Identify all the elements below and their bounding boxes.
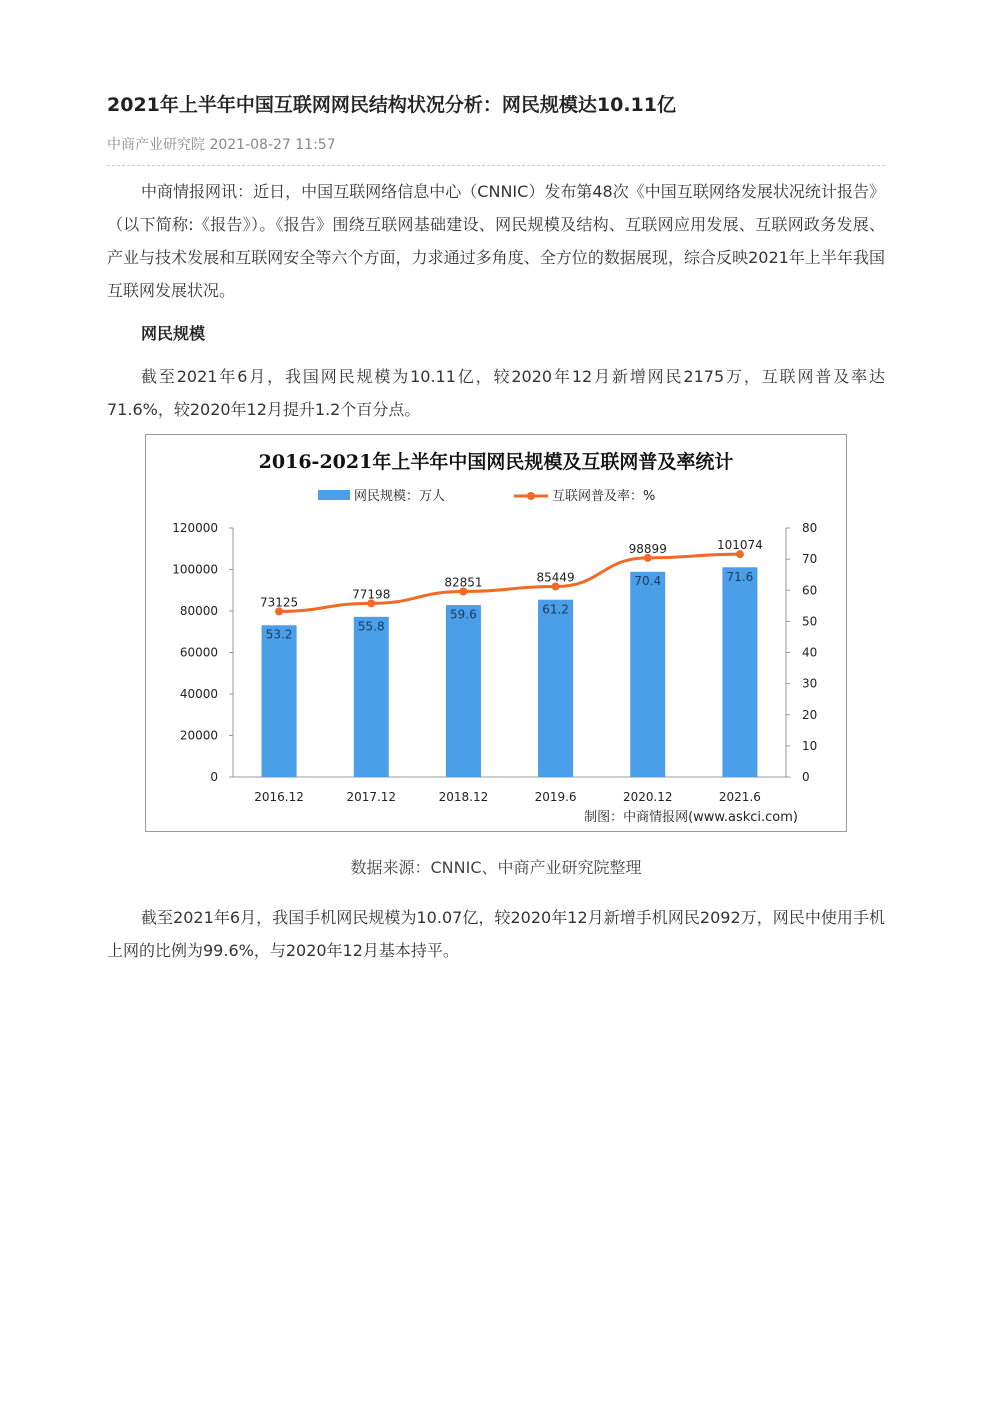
legend-line-label: 互联网普及率：% xyxy=(552,489,656,504)
mobile-paragraph: 截至2021年6月，我国手机网民规模为10.07亿，较2020年12月新增手机网民2092万，网民中使用手机上网的比例为99.6%，与2020年12月基本持平。 xyxy=(107,908,885,960)
article xyxy=(107,90,885,426)
article-datetime: 2021-08-27 11:57 xyxy=(209,137,336,153)
y-right-tick-label: 70 xyxy=(802,552,818,567)
y-left-tick-label: 20000 xyxy=(179,728,218,743)
article-source[interactable]: 中商产业研究院 xyxy=(107,137,205,153)
bar xyxy=(722,567,757,777)
x-tick-label: 2019.6 xyxy=(534,790,577,804)
x-tick-label: 2020.12 xyxy=(622,790,673,804)
y-left-tick-label: 0 xyxy=(210,770,218,784)
y-right-tick-label: 10 xyxy=(802,738,818,753)
rate-value-label: 59.6 xyxy=(450,607,477,622)
bar-value-label: 82851 xyxy=(444,575,483,590)
rate-value-label: 55.8 xyxy=(357,619,385,634)
figure-caption: 数据来源：CNNIC、中商产业研究院整理 xyxy=(350,858,642,877)
chart-credit: 制图：中商情报网(www.askci.com) xyxy=(584,810,798,825)
bar xyxy=(446,605,481,777)
article-meta xyxy=(107,135,885,155)
x-tick-label: 2016.12 xyxy=(254,790,304,804)
y-right-tick-label: 80 xyxy=(802,521,818,535)
bar-value-label: 101074 xyxy=(717,538,763,553)
intro-paragraph: 中商情报网讯：近日，中国互联网络信息中心（CNNIC）发布第48次《中国互联网络发展状况统计报告》（以下简称:《报告》）。《报告》围绕互联网基础建设、网民规模及结构、互联网应用发展、互联网政务发展、产业与技术发展和互联网安全等六个方面，力求通过多角度、全方位的数据展现，综合反映2021年上半年我国互联网发展状况。 xyxy=(107,182,885,300)
y-left-tick-label: 100000 xyxy=(172,562,218,577)
y-right-tick-label: 50 xyxy=(802,614,818,629)
x-tick-label: 2018.12 xyxy=(438,790,489,804)
y-left-tick-label: 40000 xyxy=(179,687,218,701)
chart-figure xyxy=(145,434,847,832)
bar xyxy=(538,600,573,777)
bar xyxy=(262,625,297,777)
bar-value-label: 85449 xyxy=(536,570,575,585)
bar-value-label: 73125 xyxy=(259,595,299,610)
x-tick-label: 2021.6 xyxy=(718,790,761,804)
section-title: 网民规模 xyxy=(141,324,206,343)
netizen-chart xyxy=(146,435,846,831)
y-right-tick-label: 40 xyxy=(802,645,818,660)
bar xyxy=(354,617,389,777)
x-tick-label: 2017.12 xyxy=(346,790,397,804)
bar-value-label: 98899 xyxy=(628,541,667,556)
y-right-tick-label: 60 xyxy=(802,583,818,598)
y-left-tick-label: 120000 xyxy=(172,521,218,535)
y-right-tick-label: 30 xyxy=(802,676,818,691)
article-title: 2021年上半年中国互联网网民结构状况分析：网民规模达10.11亿 xyxy=(107,94,676,116)
rate-value-label: 53.2 xyxy=(265,627,293,642)
rate-value-label: 70.4 xyxy=(634,573,662,588)
legend-bar-swatch xyxy=(318,490,350,500)
y-right-tick-label: 0 xyxy=(802,770,810,784)
chart-title: 2016-2021年上半年中国网民规模及互联网普及率统计 xyxy=(258,451,734,473)
y-left-tick-label: 80000 xyxy=(179,604,218,618)
scale-paragraph: 截至2021年6月，我国网民规模为10.11亿，较2020年12月新增网民2175万，互联网普及率达71.6%，较2020年12月提升1.2个百分点。 xyxy=(107,367,885,419)
y-left-tick-label: 60000 xyxy=(179,645,218,660)
meta-divider xyxy=(107,165,885,166)
bar xyxy=(630,572,665,777)
legend-bar-label: 网民规模：万人 xyxy=(354,489,446,504)
legend-line-marker xyxy=(527,492,535,500)
rate-value-label: 61.2 xyxy=(542,602,569,617)
bar-value-label: 77198 xyxy=(352,587,391,602)
line-series xyxy=(279,554,740,611)
y-right-tick-label: 20 xyxy=(802,707,818,722)
rate-value-label: 71.6 xyxy=(726,570,754,585)
